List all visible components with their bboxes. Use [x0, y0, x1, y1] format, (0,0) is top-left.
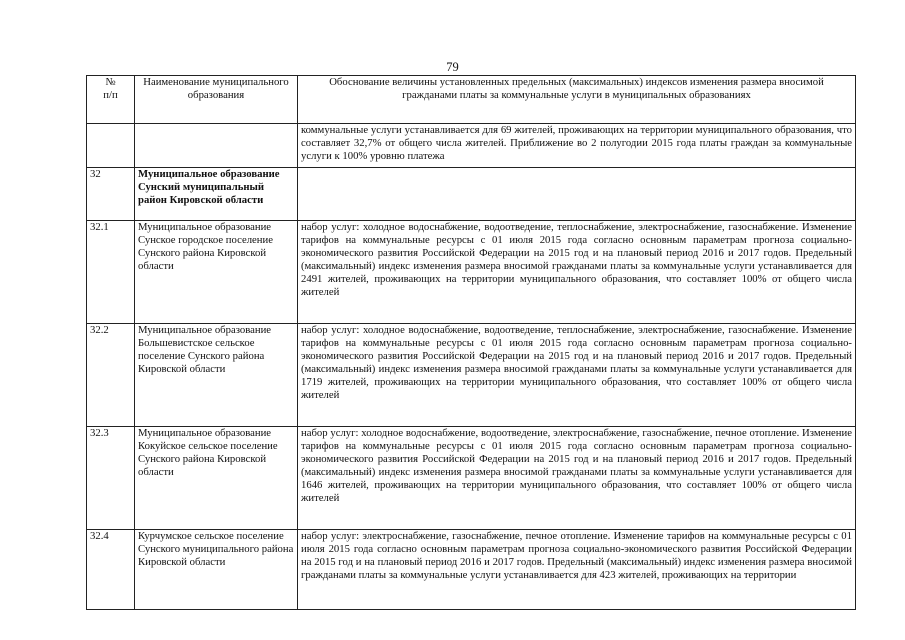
- row-text: набор услуг: холодное водоснабжение, водоотведение, электроснабжение, газоснабжение, печное отопление. Изменение тарифов на коммунальные ресурсы с 01 июля 2015 года согласно основным параметрам прогноза социально-экономического развития Российской Федерации на 2015 год и на плановый период 2016 и 2017 годов. Предельный (максимальный) индекс изменения размера вносимой гражданами платы за коммунальные услуги устанавливается для 1646 жителей, проживающих на территории муниципального образования, что составляет 100% от общего числа жителей: [298, 427, 856, 530]
- row-name: Муниципальное образование Сунское городское поселение Сунского района Кировской области: [135, 221, 298, 324]
- page-number: 79: [446, 60, 459, 74]
- row-text: набор услуг: холодное водоснабжение, водоотведение, теплоснабжение, электроснабжение, газоснабжение. Изменение тарифов на коммунальные ресурсы с 01 июля 2015 года согласно основным параметрам прогноза социально-экономического развития Российской Федерации на 2015 год и на плановый период 2016 и 2017 годов. Предельный (максимальный) индекс изменения размера вносимой гражданами платы за коммунальные услуги устанавливается для 2491 жителей, проживающих на территории муниципального образования, что составляет 100% от общего числа жителей: [298, 221, 856, 324]
- table-row: [87, 168, 856, 221]
- row-num: 32.3: [87, 427, 135, 530]
- row-num: [87, 124, 135, 168]
- table-row: [87, 530, 856, 610]
- row-name: Муниципальное образование Большевистское сельское поселение Сунского района Кировской области: [135, 324, 298, 427]
- row-name: Курчумское сельское поселение Сунского муниципального района Кировской области: [135, 530, 298, 610]
- row-name: [135, 124, 298, 168]
- row-num: 32.2: [87, 324, 135, 427]
- row-name: Муниципальное образование Сунский муниципальный район Кировской области: [135, 168, 298, 221]
- row-text: коммунальные услуги устанавливается для 69 жителей, проживающих на территории муниципального образования, что составляет 32,7% от общего числа жителей. Приближение во 2 полугодии 2015 года платы граждан за коммунальные услуги к 100% уровню платежа: [298, 124, 856, 168]
- table-row: [87, 324, 856, 427]
- row-num: 32.1: [87, 221, 135, 324]
- table-row: [87, 124, 856, 168]
- row-text: [298, 168, 856, 221]
- header-justification: Обоснование величины установленных предельных (максимальных) индексов изменения размера вносимой гражданами платы за коммунальные услуги в муниципальных образованиях: [298, 76, 856, 124]
- row-name: Муниципальное образование Кокуйское сельское поселение Сунского района Кировской области: [135, 427, 298, 530]
- row-num: 32: [87, 168, 135, 221]
- row-num: 32.4: [87, 530, 135, 610]
- row-text: набор услуг: холодное водоснабжение, водоотведение, теплоснабжение, электроснабжение, газоснабжение. Изменение тарифов на коммунальные ресурсы с 01 июля 2015 года согласно основным параметрам прогноза социально-экономического развития Российской Федерации на 2015 год и на плановый период 2016 и 2017 годов. Предельный (максимальный) индекс изменения размера вносимой гражданами платы за коммунальные услуги устанавливается для 1719 жителей, проживающих на территории муниципального образования, что составляет 100% от общего числа жителей: [298, 324, 856, 427]
- table-header-row: [87, 76, 856, 124]
- row-text: набор услуг: электроснабжение, газоснабжение, печное отопление. Изменение тарифов на коммунальные ресурсы с 01 июля 2015 года согласно основным параметрам прогноза социально-экономического развития Российской Федерации на 2015 год и на плановый период 2016 и 2017 годов. Предельный (максимальный) индекс изменения размера вносимой гражданами платы за коммунальные услуги устанавливается для 423 жителей, проживающих на территории: [298, 530, 856, 610]
- table-row: [87, 427, 856, 530]
- header-num: [87, 76, 135, 124]
- tariff-table: [86, 75, 856, 610]
- header-name: Наименование муниципального образования: [135, 76, 298, 124]
- table-row: [87, 221, 856, 324]
- header-num-text: № п/п: [103, 76, 118, 101]
